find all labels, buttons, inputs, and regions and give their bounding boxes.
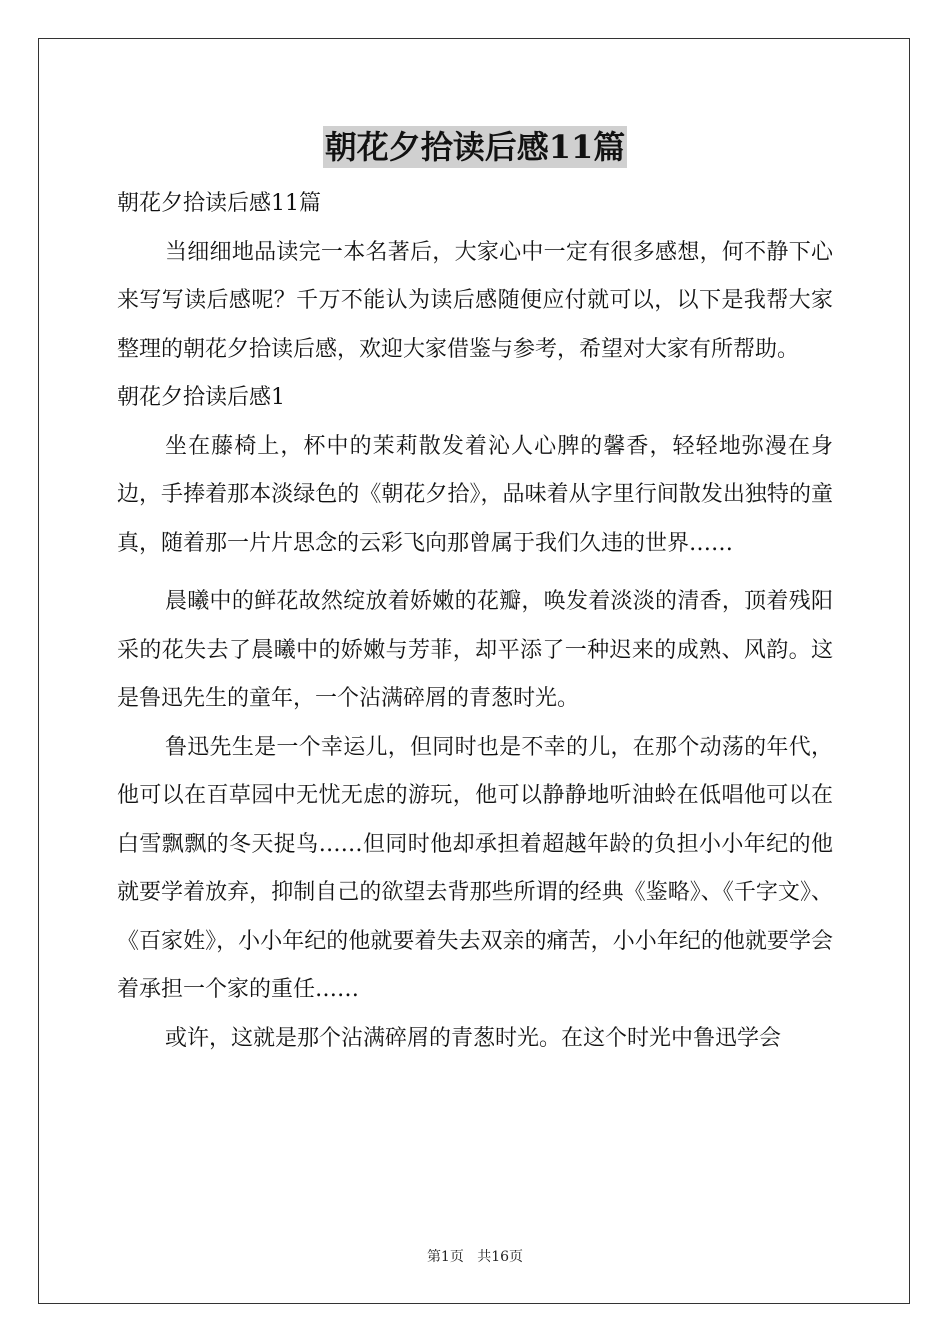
page-total: 共16页 [477,1249,524,1265]
document-title: 朝花夕拾读后感11篇 [324,128,626,166]
document-body [117,180,833,1063]
intro-paragraph: 当细细地品读完一本名著后，大家心中一定有很多感想，何不静下心来写写读后感呢？千万不能认为读后感随便应付就可以，以下是我帮大家整理的朝花夕拾读后感，欢迎大家借鉴与参考，希望对大家有所帮助。 [117,239,833,362]
body-paragraph-4: 或许，这就是那个沾满碎屑的青葱时光。在这个时光中鲁迅学会 [165,1025,782,1051]
subtitle-line: 朝花夕拾读后感11篇 [117,191,321,216]
page-footer [0,1246,950,1266]
title-wrap [0,126,950,168]
body-paragraph-3: 鲁迅先生是一个幸运儿，但同时也是不幸的儿，在那个动荡的年代，他可以在百草园中无忧无虑的游玩，他可以静静地听油蛉在低唱他可以在白雪飘飘的冬天捉鸟……但同时他却承担着超越年龄的负担小小年纪的他就要学着放弃，抑制自己的欲望去背那些所谓的经典《鉴略》、《千字文》、《百家姓》，小小年纪的他就要着失去双亲的痛苦，小小年纪的他就要学会着承担一个家的重任…… [117,734,833,1002]
section-heading: 朝花夕拾读后感1 [117,385,285,410]
body-paragraph-1: 坐在藤椅上，杯中的茉莉散发着沁人心脾的馨香，轻轻地弥漫在身边，手捧着那本淡绿色的《朝花夕拾》，品味着从字里行间散发出独特的童真，随着那一片片思念的云彩飞向那曾属于我们久违的世界…… [117,433,833,556]
page-number: 第1页 [426,1249,464,1265]
body-paragraph-2: 晨曦中的鲜花故然绽放着娇嫩的花瓣，唤发着淡淡的清香，顶着残阳采的花失去了晨曦中的娇嫩与芳菲，却平添了一种迟来的成熟、风韵。这是鲁迅先生的童年，一个沾满碎屑的青葱时光。 [117,589,833,711]
